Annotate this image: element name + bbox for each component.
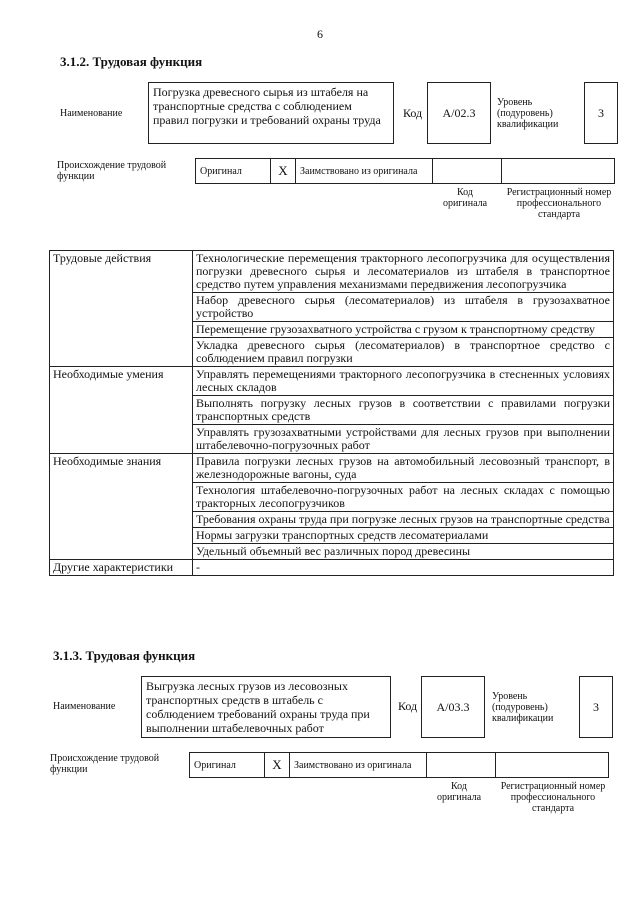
function-code-box: А/02.3 xyxy=(427,82,491,144)
code-original-label: Код оригинала xyxy=(442,187,488,209)
borrowed-label-2: Заимствовано из оригинала xyxy=(290,753,427,778)
knowledge-item: Нормы загрузки транспортных средств лесоматериалами xyxy=(193,528,614,544)
skill-item: Выполнять погрузку лесных грузов в соответствии с правилами погрузки транспортных средств xyxy=(193,396,614,425)
section-title-3-1-2: 3.1.2. Трудовая функция xyxy=(60,54,203,69)
code-original-cell-2 xyxy=(427,753,496,778)
qualification-level-label: Уровень (подуровень) квалификации xyxy=(497,97,559,130)
original-label-2: Оригинал xyxy=(190,753,265,778)
labor-function-table xyxy=(49,250,614,576)
page-number: 6 xyxy=(317,27,323,41)
borrowed-label: Заимствовано из оригинала xyxy=(296,159,433,184)
labor-action-item: Набор древесного сырья (лесоматериалов) из штабеля в грузозахватное устройство xyxy=(193,293,614,322)
qualification-level-box: 3 xyxy=(584,82,618,144)
reg-number-cell-2 xyxy=(496,753,609,778)
name-label: Наименование xyxy=(60,108,123,119)
function-name-box-2: Выгрузка лесных грузов из лесовозных транспортных средств в штабель с соблюдением требований охраны труда при выполнении штабелевочных работ xyxy=(141,676,391,738)
labor-action-item: Перемещение грузозахватного устройства с грузом к транспортному средству xyxy=(193,322,614,338)
skill-item: Управлять перемещениями тракторного лесопогрузчика в стесненных условиях лесных складов xyxy=(193,367,614,396)
knowledge-label: Необходимые знания xyxy=(50,454,193,560)
origin-table xyxy=(195,158,615,184)
origin-table-2 xyxy=(189,752,609,778)
knowledge-item: Требования охраны труда при погрузке лесных грузов на транспортные средства xyxy=(193,512,614,528)
qualification-level-box-2: 3 xyxy=(579,676,613,738)
labor-actions-label: Трудовые действия xyxy=(50,251,193,367)
function-code-box-2: А/03.3 xyxy=(421,676,485,738)
skill-item: Управлять грузозахватными устройствами для лесных грузов при выполнении штабелевочно-погрузочных работ xyxy=(193,425,614,454)
origin-label-2: Происхождение трудовой функции xyxy=(50,753,160,775)
reg-number-cell xyxy=(502,159,615,184)
knowledge-item: Удельный объемный вес различных пород древесины xyxy=(193,544,614,560)
other-characteristics-label: Другие характеристики xyxy=(50,560,193,576)
original-mark: X xyxy=(271,159,296,184)
code-label: Код xyxy=(403,106,423,120)
original-mark-2: X xyxy=(265,753,290,778)
origin-label: Происхождение трудовой функции xyxy=(57,160,167,182)
code-original-cell xyxy=(433,159,502,184)
knowledge-item: Правила погрузки лесных грузов на автомобильный лесовозный транспорт, в железнодорожные вагоны, суда xyxy=(193,454,614,483)
section-title-3-1-3: 3.1.3. Трудовая функция xyxy=(53,648,196,663)
knowledge-item: Технология штабелевочно-погрузочных работ на лесных складах с помощью тракторных лесопогрузчиков xyxy=(193,483,614,512)
code-label-2: Код xyxy=(398,699,418,713)
code-original-label-2: Код оригинала xyxy=(436,781,482,803)
qualification-level-label-2: Уровень (подуровень) квалификации xyxy=(492,691,554,724)
reg-number-label: Регистрационный номер профессионального стандарта xyxy=(506,187,612,220)
reg-number-label-2: Регистрационный номер профессионального стандарта xyxy=(500,781,606,814)
labor-action-item: Укладка древесного сырья (лесоматериалов) в транспортное средство с соблюдением правил погрузки xyxy=(193,338,614,367)
name-label-2: Наименование xyxy=(53,701,116,712)
labor-action-item: Технологические перемещения тракторного лесопогрузчика для осуществления погрузки древесного сырья и лесоматериалов из штабеля в транспортное средство путем управления механизмами передвижения лесопогрузчика xyxy=(193,251,614,293)
other-characteristics-value: - xyxy=(193,560,614,576)
original-label: Оригинал xyxy=(196,159,271,184)
skills-label: Необходимые умения xyxy=(50,367,193,454)
function-name-box: Погрузка древесного сырья из штабеля на транспортные средства с соблюдением правил погрузки и требований охраны труда xyxy=(148,82,394,144)
